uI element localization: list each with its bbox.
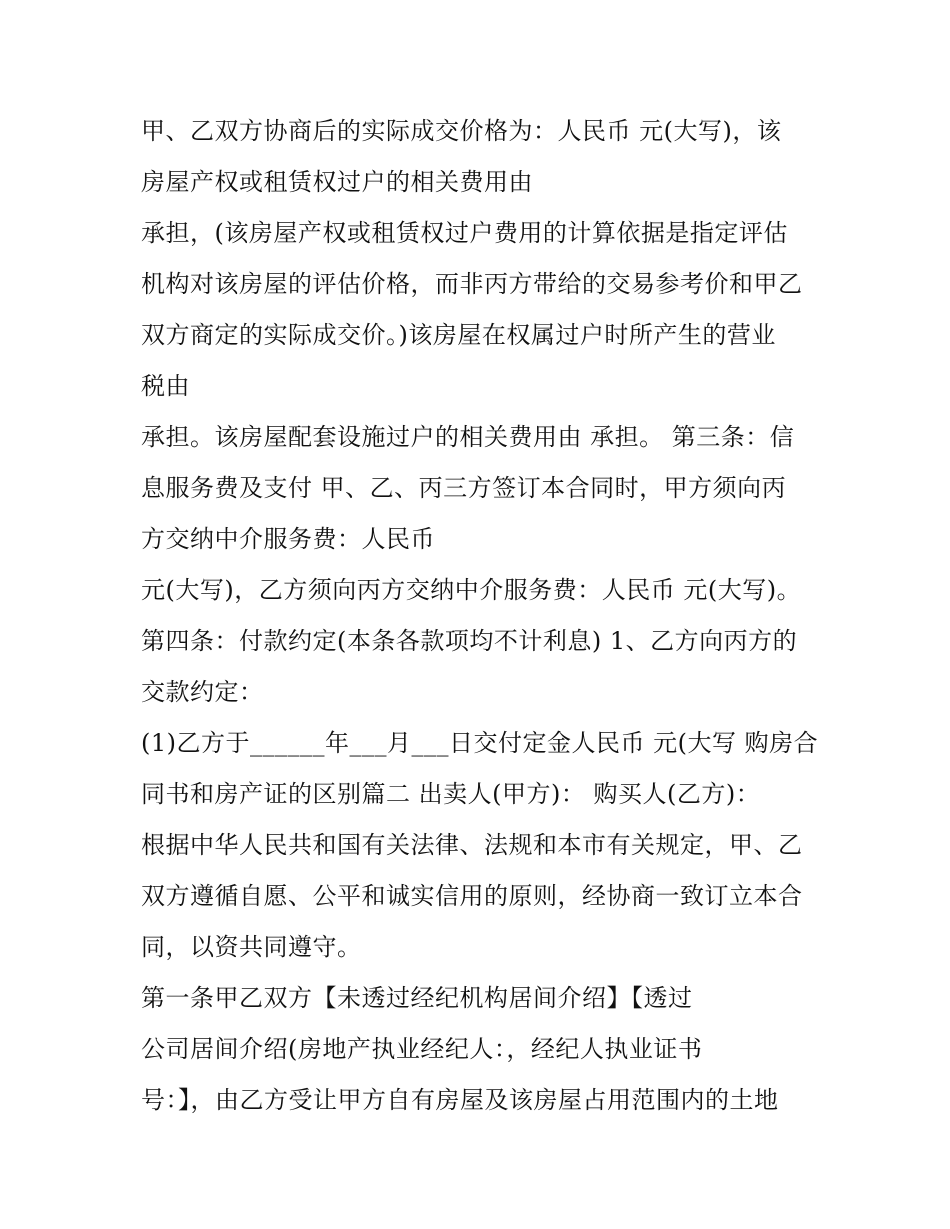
text-line: 机构对该房屋的评估价格，而非丙方带给的交易参考价和甲乙 (141, 270, 803, 298)
text-line: 第四条：付款约定(本条各款项均不计利息) 1、乙方向丙方的 (141, 627, 798, 655)
text-line: (1)乙方于______年___月___日交付定金人民币 元(大写 购房合 (141, 729, 819, 757)
text-line: 交款约定： (141, 678, 264, 706)
text-line: 第一条甲乙双方【未透过经纪机构居间介绍】【透过 (141, 984, 693, 1012)
text-line: 承担，(该房屋产权或租赁权过户费用的计算依据是指定评估 (141, 219, 788, 247)
text-line: 房屋产权或租赁权过户的相关费用由 (141, 168, 533, 196)
text-line: 根据中华人民共和国有关法律、法规和本市有关规定，甲、乙 (141, 831, 803, 859)
text-line: 承担。该房屋配套设施过户的相关费用由 承担。 第三条：信 (141, 423, 795, 451)
text-line: 同，以资共同遵守。 (141, 933, 362, 961)
text-line: 双方商定的实际成交价。)该房屋在权属过户时所产生的营业 (141, 321, 776, 349)
text-line: 税由 (141, 372, 190, 400)
contract-text (141, 106, 831, 1126)
text-line: 同书和房产证的区别篇二 出卖人(甲方)： 购买人(乙方)： (141, 780, 761, 808)
text-line: 双方遵循自愿、公平和诚实信用的原则，经协商一致订立本合 (141, 882, 803, 910)
text-line: 公司居间介绍(房地产执业经纪人：，经纪人执业证书 (141, 1035, 703, 1063)
text-line: 元(大写)，乙方须向丙方交纳中介服务费：人民币 元(大写)。 (141, 576, 802, 604)
text-line: 方交纳中介服务费：人民币 (141, 525, 435, 553)
text-line: 号：】，由乙方受让甲方自有房屋及该房屋占用范围内的土地 (141, 1086, 779, 1114)
text-line: 息服务费及支付 甲、乙、丙三方签订本合同时，甲方须向丙 (141, 474, 787, 502)
text-line: 甲、乙双方协商后的实际成交价格为：人民币 元(大写)，该 (141, 117, 782, 145)
